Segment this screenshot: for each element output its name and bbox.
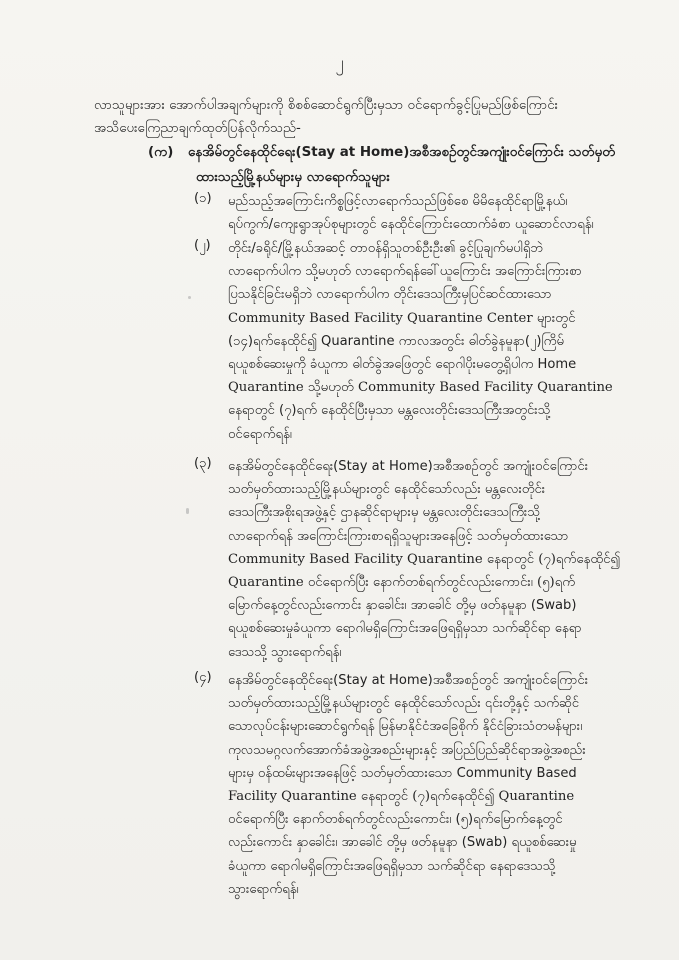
item-line: နေရာတွင် (၇)ရက် နေထိုင်ပြီးမှသာ မန္တလေးတိုင်းဒေသကြီးအတွင်းသို့ — [228, 403, 551, 419]
scan-mark — [186, 508, 189, 514]
item-line: ဝင်ရောက်ရန်၊ — [228, 426, 292, 442]
item-line: ပြသနိုင်ခြင်းမရှိဘဲ လာရောက်ပါက တိုင်းဒေသကြီးမှပြင်ဆင်ထားသော — [228, 287, 552, 303]
intro-paragraph — [94, 94, 654, 140]
item-line: လာရောက်ရန် အကြောင်းကြားစာရရှိသူများအနေဖြင့် သတ်မှတ်ထားသော — [228, 528, 569, 544]
numbered-item — [194, 669, 658, 901]
item-line: နေအိမ်တွင်နေထိုင်ရေး(Stay at Home)အစီအစဉ်တွင် အကျုံးဝင်ကြောင်း — [228, 673, 589, 688]
scan-mark — [188, 296, 191, 299]
item-line: သတ်မှတ်ထားသည့်မြို့နယ်များတွင် နေထိုင်သော်လည်း မန္တလေးတိုင်း — [228, 482, 546, 498]
numbered-item — [194, 455, 658, 664]
numbered-item — [194, 190, 658, 236]
item-text — [228, 237, 658, 446]
item-line: ရယူစစ်ဆေးမှုကို ခံယူကာ ဓါတ်ခွဲအဖြေတွင် ရောဂါပိုးမတွေ့ရှိပါက Home — [228, 357, 577, 373]
item-number: (၁) — [194, 191, 212, 206]
item-number: (၃) — [194, 456, 212, 471]
item-line: Community Based Facility Quarantine Center များတွင် — [228, 310, 576, 326]
section-heading — [148, 140, 658, 190]
item-text — [228, 669, 658, 901]
item-line: မြောက်နေ့တွင်လည်းကောင်း နှာခေါင်း၊ အာခေါင် တို့မှ ဖတ်နမူနာ (Swab) — [228, 598, 577, 614]
item-line: Community Based Facility Quarantine နေရာတွင် (၇)ရက်နေထိုင်၍ — [228, 551, 621, 567]
item-line: သောလုပ်ငန်းများဆောင်ရွက်ရန် မြန်မာနိုင်ငံအခြေစိုက် နိုင်ငံခြားသံတမန်များ၊ — [228, 719, 583, 735]
item-line: ရပ်ကွက်/ကျေးရွာအုပ်စုများတွင် နေထိုင်ကြောင်းထောက်ခံစာ ယူဆောင်လာရန်၊ — [228, 217, 594, 233]
item-text — [228, 455, 658, 664]
item-line: မည်သည့်အကြောင်းကိစ္စဖြင့်လာရောက်သည်ဖြစ်စေ မိမိနေထိုင်ရာမြို့နယ်၊ — [228, 194, 568, 209]
numbered-item — [194, 237, 658, 446]
item-line: များမှ ဝန်ထမ်းများအနေဖြင့် သတ်မှတ်ထားသော Community Based — [228, 765, 577, 781]
item-number: (၂) — [194, 238, 211, 253]
page-number: ၂ — [335, 53, 344, 73]
item-line: လာရောက်ပါက သို့မဟုတ် လာရောက်ရန်ခေါ်ယူကြောင်း အကြောင်းကြားစာ — [228, 264, 582, 280]
item-line: သွားရောက်ရန်၊ — [228, 881, 299, 897]
section-title-line: ထားသည့်မြို့နယ်များမှ လာရောက်သူများ — [196, 170, 390, 185]
intro-line: လာသူများအား အောက်ပါအချက်များကို စိစစ်ဆောင်ရွက်ပြီးမှသာ ဝင်ရောက်ခွင့်ပြုမည်ဖြစ်ကြောင်း — [94, 98, 559, 113]
item-line: သတ်မှတ်ထားသည့်မြို့နယ်များတွင် နေထိုင်သော်လည်း ၎င်းတို့နှင့် သက်ဆိုင် — [228, 696, 579, 712]
item-line: Facility Quarantine နေရာတွင် (၇)ရက်နေထိုင်၍ Quarantine — [228, 789, 575, 805]
item-line: တိုင်း/ခရိုင်/မြို့နယ်အဆင့် တာဝန်ရှိသူတစ်ဦးဦး၏ ခွင့်ပြုချက်မပါရှိဘဲ — [228, 241, 544, 256]
item-line: ရယူစစ်ဆေးမှုခံယူကာ ရောဂါမရှိကြောင်းအဖြေရရှိမှသာ သက်ဆိုင်ရာ နေရာ — [228, 621, 582, 637]
item-text — [228, 190, 658, 236]
item-line: လည်းကောင်း နှာခေါင်း၊ အာခေါင် တို့မှ ဖတ်နမူနာ (Swab) ရယူစစ်ဆေးမှု — [228, 835, 577, 851]
item-line: နေအိမ်တွင်နေထိုင်ရေး(Stay at Home)အစီအစဉ်တွင် အကျုံးဝင်ကြောင်း — [228, 459, 589, 474]
section-title-line: နေအိမ်တွင်နေထိုင်ရေး(Stay at Home)အစီအစဉ်တွင်အကျုံးဝင်ကြောင်း သတ်မှတ် — [188, 145, 616, 160]
item-line: ကုလသမဂ္ဂလက်အောက်ခံအဖွဲ့အစည်းများနှင့် အပြည်ပြည်ဆိုင်ရာအဖွဲ့အစည်း — [228, 742, 586, 758]
item-line: Quarantine ဝင်ရောက်ပြီး နောက်တစ်ရက်တွင်လည်းကောင်း၊ (၅)ရက် — [228, 575, 576, 591]
item-line: ဒေသကြီးအစိုးရအဖွဲ့နှင့် ဌာနဆိုင်ရာများမှ မန္တလေးတိုင်းဒေသကြီးသို့ — [228, 505, 540, 521]
item-line: Quarantine သို့မဟုတ် Community Based Facility Quarantine — [228, 380, 613, 396]
item-line: ဒေသသို့ သွားရောက်ရန်၊ — [228, 644, 342, 660]
item-line: ခံယူကာ ရောဂါမရှိကြောင်းအဖြေရရှိမှသာ သက်ဆိုင်ရာ နေရာဒေသသို့ — [228, 858, 556, 874]
item-line: (၁၄)ရက်နေထိုင်၍ Quarantine ကာလအတွင်း ဓါတ်ခွဲနမူနာ(၂)ကြိမ် — [228, 333, 564, 349]
intro-line: အသိပေးကြေညာချက်ထုတ်ပြန်လိုက်သည်- — [94, 121, 301, 136]
item-line: ဝင်ရောက်ပြီး နောက်တစ်ရက်တွင်လည်းကောင်း၊ (၅)ရက်မြောက်နေ့တွင် — [228, 812, 563, 828]
item-number: (၄) — [194, 670, 212, 685]
section-marker: (က) — [148, 145, 174, 160]
